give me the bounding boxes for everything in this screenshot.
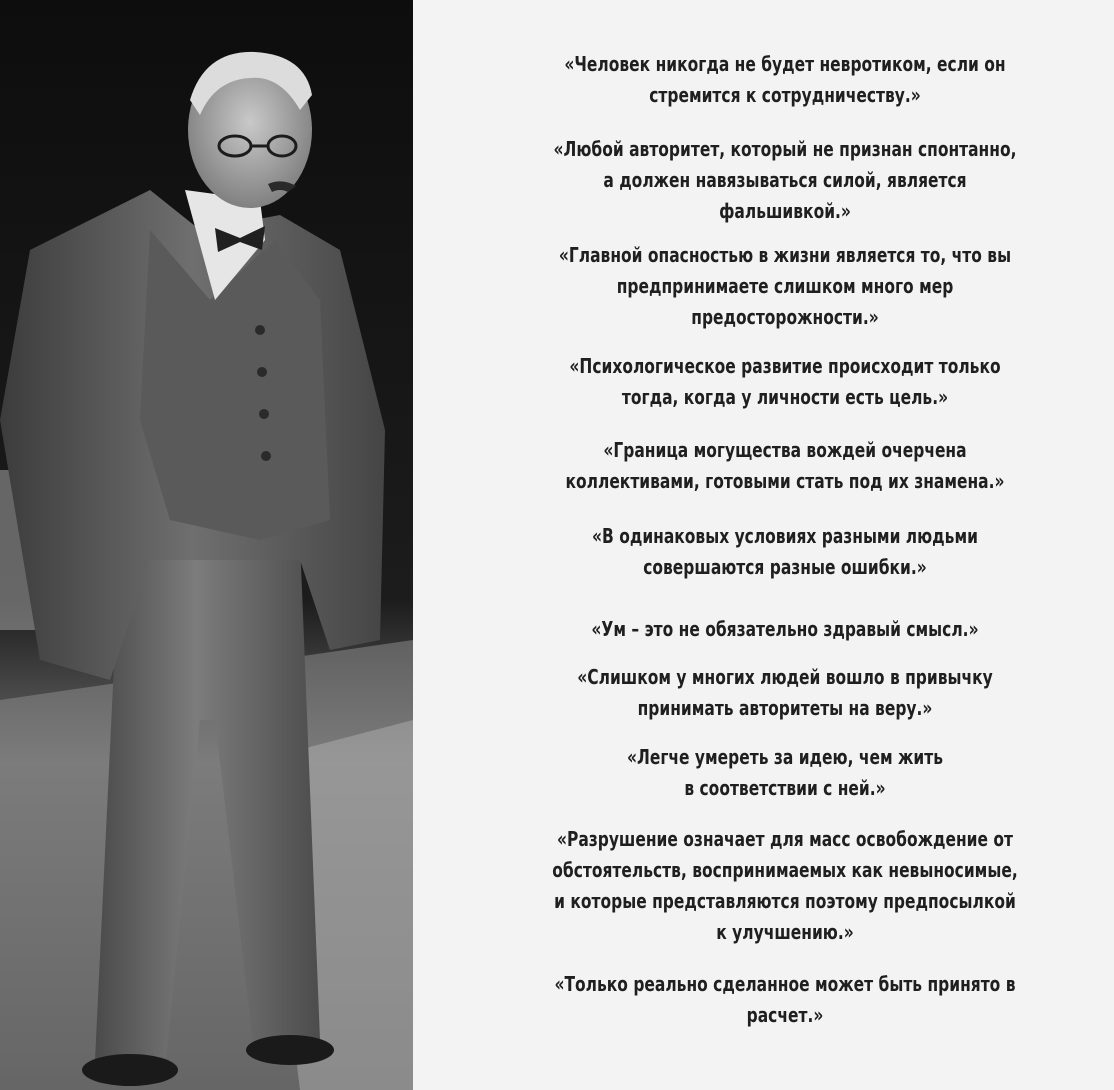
- quote-8: [514, 662, 1056, 724]
- quote-10-line-1: «Разрушение означает для масс освобождение от: [556, 827, 1013, 851]
- quote-9-line-1: «Легче умереть за идею, чем жить: [627, 745, 943, 769]
- quote-5-line-1: «Граница могущества вождей очерчена: [603, 438, 967, 462]
- quote-1-line-1: «Человек никогда не будет невротиком, если он: [564, 52, 1006, 76]
- quote-3: [514, 240, 1056, 333]
- quote-9-line-2: в соответствии с ней.»: [684, 776, 886, 800]
- quote-8-line-1: «Слишком у многих людей вошло в привычку: [577, 665, 993, 689]
- quote-2-line-2: а должен навязываться силой, является: [603, 168, 967, 192]
- quote-1: [514, 49, 1056, 111]
- quote-4-line-2: тогда, когда у личности есть цель.»: [621, 385, 949, 409]
- portrait-illustration: [0, 0, 413, 1090]
- quote-2: [514, 134, 1056, 227]
- quote-4: [514, 351, 1056, 413]
- quotes-column: [470, 0, 1100, 1090]
- quote-2-line-1: «Любой авторитет, который не признан спонтанно,: [553, 137, 1017, 161]
- quote-10: [514, 824, 1056, 948]
- quote-1-line-2: стремится к сотрудничеству.»: [649, 83, 921, 107]
- quote-7: [514, 614, 1056, 645]
- quote-6-line-1: «В одинаковых условиях разными людьми: [592, 524, 978, 548]
- quote-3-line-1: «Главной опасностью в жизни является то, что вы: [558, 243, 1012, 267]
- portrait-photo: [0, 0, 413, 1090]
- quote-10-line-2: обстоятельств, воспринимаемых как невыносимые,: [552, 858, 1018, 882]
- quote-10-line-4: к улучшению.»: [716, 920, 854, 944]
- quote-7-line-1: «Ум – это не обязательно здравый смысл.»: [591, 617, 979, 641]
- quote-5: [514, 435, 1056, 497]
- quote-4-line-1: «Психологическое развитие происходит только: [569, 354, 1001, 378]
- quote-8-line-2: принимать авторитеты на веру.»: [637, 696, 933, 720]
- quote-11-line-2: расчет.»: [746, 1003, 824, 1027]
- quote-10-line-3: и которые представляются поэтому предпосылкой: [554, 889, 1016, 913]
- quote-3-line-2: предпринимаете слишком много мер: [616, 274, 954, 298]
- quote-3-line-3: предосторожности.»: [691, 305, 879, 329]
- quote-6-line-2: совершаются разные ошибки.»: [643, 555, 927, 579]
- quote-11: [514, 969, 1056, 1031]
- quote-9: [514, 742, 1056, 804]
- quote-11-line-1: «Только реально сделанное может быть принято в: [554, 972, 1016, 996]
- quote-2-line-3: фальшивкой.»: [719, 199, 851, 223]
- quote-6: [514, 521, 1056, 583]
- quote-5-line-2: коллективами, готовыми стать под их знамена.»: [565, 469, 1005, 493]
